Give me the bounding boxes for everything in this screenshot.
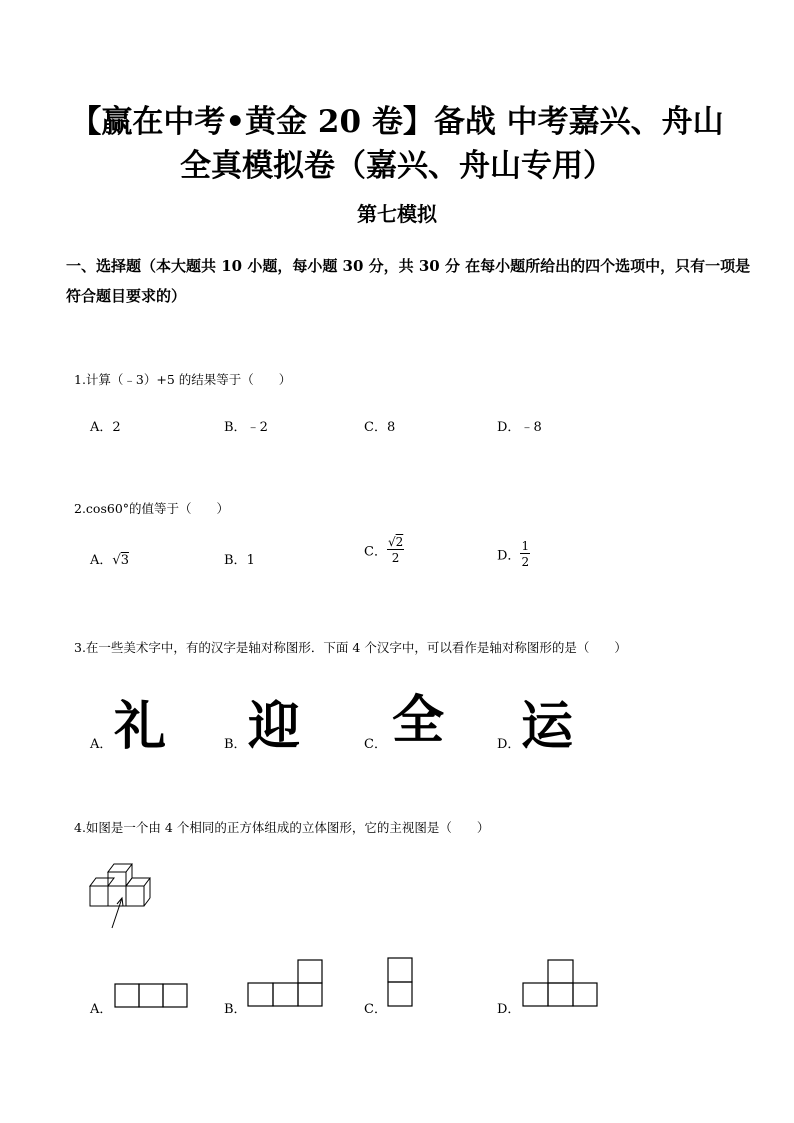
q3-option-a-glyph: 礼 <box>114 697 167 757</box>
exam-subtitle: 第七模拟 <box>357 202 437 226</box>
option-text: 2 <box>112 420 121 435</box>
q4-option-a-view <box>114 983 190 1009</box>
option-text: 3 <box>120 553 129 568</box>
q1-option-b[interactable] <box>224 416 268 435</box>
option-letter: D． <box>497 548 521 564</box>
q4-option-b-letter[interactable]: B． <box>224 1002 247 1017</box>
option-letter: C． <box>364 544 387 560</box>
q2-option-c[interactable] <box>364 536 404 564</box>
fraction-numerator: 1 <box>521 539 530 553</box>
q4-option-b-view <box>247 959 325 1009</box>
option-letter: D． <box>497 420 521 435</box>
option-letter: B． <box>224 420 247 435</box>
q4-option-d-letter[interactable]: D． <box>497 1002 521 1017</box>
sqrt-symbol: √ <box>112 553 121 568</box>
sqrt-symbol: √ <box>387 535 396 549</box>
q3-option-b-glyph: 迎 <box>248 697 301 757</box>
q3-option-b-letter[interactable]: B． <box>224 737 247 752</box>
option-letter: C． <box>364 420 387 435</box>
q3-option-c-letter[interactable]: C． <box>364 737 387 752</box>
fraction <box>387 536 404 564</box>
page-title-line-2: 全真模拟卷（嘉兴、舟山专用） <box>180 148 614 184</box>
question-1-stem: 1.计算（﹣3）+5 的结果等于（ ） <box>74 372 292 387</box>
section-heading: 一、选择题（本大题共 10 小题，每小题 30 分，共 30 分 在每小题所给出的四个选项中，只有一项是符合题目要求的） <box>66 257 751 305</box>
question-2-stem: 2.cos60°的值等于（ ） <box>74 501 230 516</box>
q3-option-d-glyph: 运 <box>521 697 574 757</box>
q1-option-a[interactable] <box>90 416 121 435</box>
page-title-line-1: 【赢在中考•黄金 20 卷】备战 中考嘉兴、舟山 <box>70 104 724 140</box>
question-4-stem: 4.如图是一个由 4 个相同的正方体组成的立体图形，它的主视图是（ ） <box>74 820 490 835</box>
q4-option-a-letter[interactable]: A． <box>90 1002 113 1017</box>
q1-option-d[interactable] <box>497 416 542 435</box>
option-letter: B． <box>224 553 247 568</box>
option-letter: A． <box>90 420 113 435</box>
q2-option-b[interactable] <box>224 549 255 568</box>
q3-option-c-glyph: 全 <box>392 691 445 751</box>
fraction <box>520 540 530 568</box>
option-text: ﹣8 <box>520 420 542 435</box>
option-text: ﹣2 <box>246 420 268 435</box>
option-text: 8 <box>386 420 396 435</box>
option-letter: A． <box>90 553 113 568</box>
q3-option-a-letter[interactable]: A． <box>90 737 113 752</box>
q4-option-c-letter[interactable]: C． <box>364 1002 387 1017</box>
q2-option-d[interactable] <box>497 540 530 568</box>
q2-option-a[interactable] <box>90 549 129 568</box>
fraction-numerator: 2 <box>395 535 404 549</box>
fraction-denominator: 2 <box>521 555 530 569</box>
q4-option-d-view <box>522 959 600 1009</box>
q4-option-c-view <box>387 957 415 1009</box>
fraction-denominator: 2 <box>391 551 400 565</box>
option-text: 1 <box>246 553 255 568</box>
q1-option-c[interactable] <box>364 416 395 435</box>
q3-option-d-letter[interactable]: D． <box>497 737 521 752</box>
cube-stack-figure <box>86 860 166 932</box>
question-3-stem: 3.在一些美术字中，有的汉字是轴对称图形．下面 4 个汉字中，可以看作是轴对称图形的是（ ） <box>74 640 627 655</box>
